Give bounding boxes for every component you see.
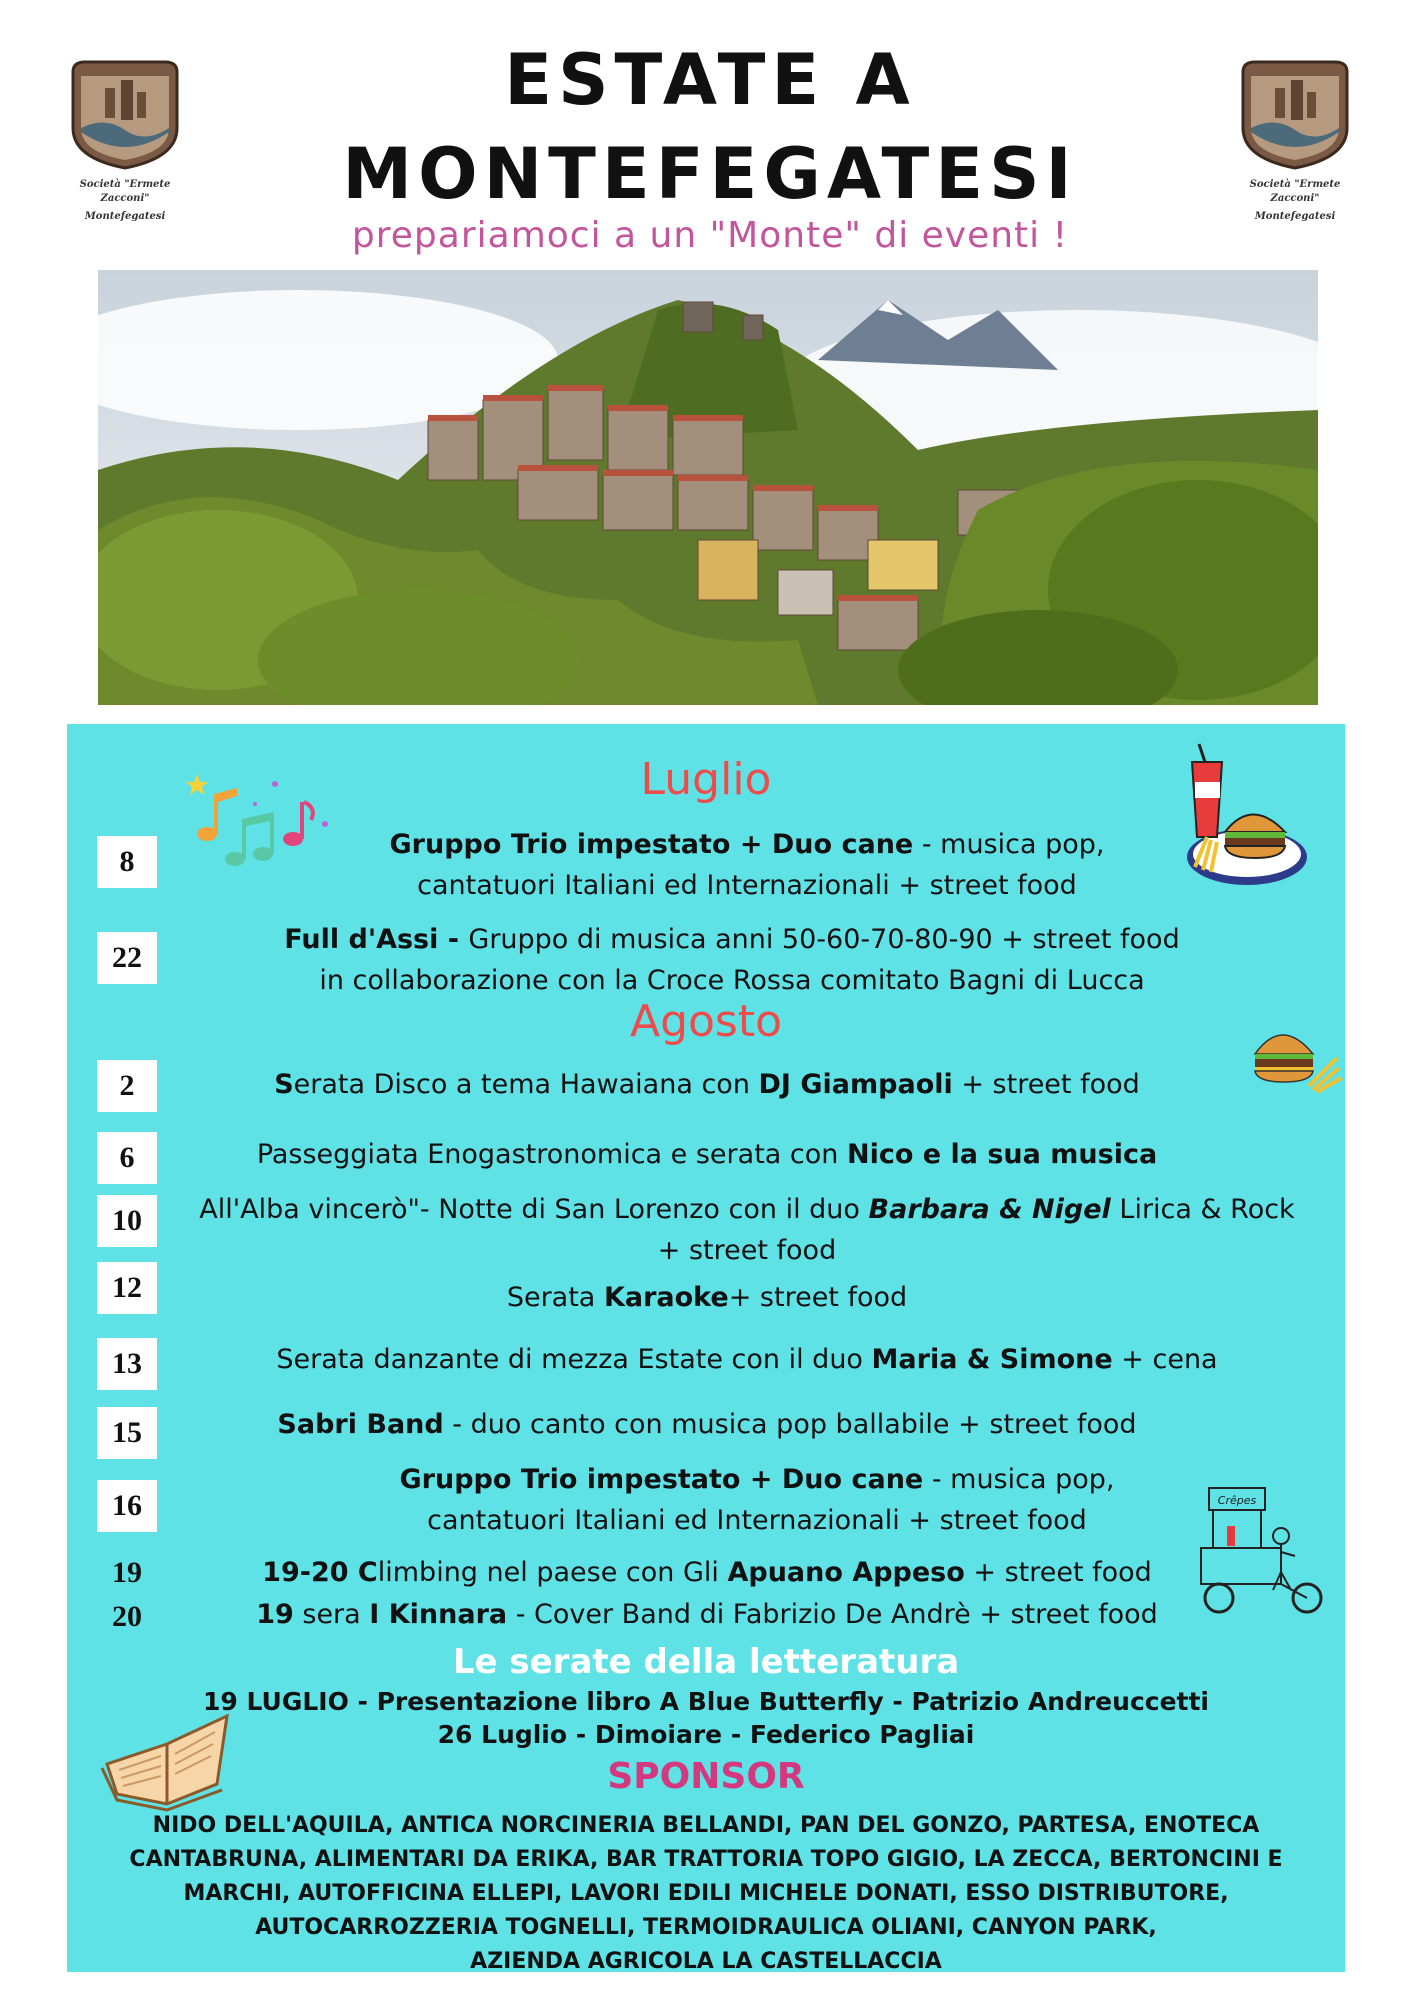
event-agosto-16: Gruppo Trio impestato + Duo cane - musica pop, cantatuori Italiani ed Internazionali + street food <box>399 1464 1115 1536</box>
date-label: 20 <box>112 1600 142 1633</box>
event-agosto-13: Serata danzante di mezza Estate con il duo Maria & Simone + cena <box>276 1344 1218 1375</box>
date-badge: 16 <box>97 1480 157 1532</box>
date-badge: 12 <box>97 1262 157 1314</box>
date-badge: 13 <box>97 1338 157 1390</box>
event-description-line2: in collaborazione con la Croce Rossa comitato Bagni di Lucca <box>319 965 1145 996</box>
sponsor-list <box>87 1809 1325 1979</box>
village-photo <box>98 270 1318 705</box>
sponsor-heading: SPONSOR <box>607 1756 805 1797</box>
event-luglio-22 <box>227 919 1237 1001</box>
date-badge: 6 <box>97 1132 157 1184</box>
event-performers: DJ Giampaoli <box>758 1069 953 1100</box>
event-agosto-6: Passeggiata Enogastronomica e serata con Nico e la sua musica <box>256 1139 1158 1170</box>
event-performers: Sabri Band <box>277 1409 444 1440</box>
crest-icon <box>65 58 185 170</box>
event-performers: Gruppo Trio impestato + Duo cane <box>399 1464 924 1495</box>
literature-event: 26 Luglio - Dimoiare - Federico Pagliai <box>437 1720 975 1749</box>
month-heading-agosto: Agosto <box>629 996 783 1047</box>
date-label: 19 <box>112 1556 142 1589</box>
sponsor-line: AUTOCARROZZERIA TOGNELLI, TERMOIDRAULICA OLIANI, CANYON PARK, <box>255 1915 1157 1940</box>
event-description: - musica pop, <box>913 829 1105 860</box>
events-panel <box>67 724 1345 1972</box>
society-logo-right <box>1225 58 1365 224</box>
crest-icon <box>1235 58 1355 170</box>
sponsor-line: NIDO DELL'AQUILA, ANTICA NORCINERIA BELLANDI, PAN DEL GONZO, PARTESA, ENOTECA <box>152 1813 1260 1838</box>
sponsor-line: MARCHI, AUTOFFICINA ELLEPI, LAVORI EDILI MICHELE DONATI, ESSO DISTRIBUTORE, <box>183 1881 1229 1906</box>
event-performers: Full d'Assi - <box>284 924 469 955</box>
event-performers: Nico e la sua musica <box>846 1139 1158 1170</box>
event-agosto-12: Serata Karaoke+ street food <box>506 1282 908 1313</box>
event-agosto-15: Sabri Band - duo canto con musica pop ballabile + street food <box>277 1409 1137 1440</box>
logo-caption-place: Montefegatesi <box>84 211 166 222</box>
event-agosto-20: 19 sera I Kinnara - Cover Band di Fabrizio De Andrè + street food <box>256 1599 1158 1630</box>
event-agosto-19: 19-20 Climbing nel paese con Gli Apuano Appeso + street food <box>262 1557 1152 1588</box>
logo-caption-place: Montefegatesi <box>1254 211 1336 222</box>
month-heading-luglio: Luglio <box>640 754 772 805</box>
event-description-line2: cantatuori Italiani ed Internazionali + street food <box>417 870 1077 901</box>
date-badge: 8 <box>97 836 157 888</box>
date-badge: 2 <box>97 1060 157 1112</box>
date-badge: 10 <box>97 1195 157 1247</box>
event-agosto-10: All'Alba vincerò"- Notte di San Lorenzo con il duo Barbara & Nigel Lirica & Rock + street food <box>199 1194 1295 1266</box>
event-performers: Karaoke <box>603 1282 729 1313</box>
literature-heading: Le serate della letteratura <box>452 1642 960 1682</box>
sponsor-line: AZIENDA AGRICOLA LA CASTELLACCIA <box>470 1949 942 1974</box>
literature-event: 19 LUGLIO - Presentazione libro A Blue Butterfly - Patrizio Andreuccetti <box>202 1687 1210 1716</box>
event-performers: Gruppo Trio impestato + Duo cane <box>389 829 914 860</box>
page-title-line1: ESTATE A <box>504 39 916 121</box>
event-luglio-8 <box>297 824 1197 906</box>
page-subtitle: prepariamoci a un "Monte" di eventi ! <box>351 215 1069 256</box>
date-badge: 22 <box>97 932 157 984</box>
sponsor-line: CANTABRUNA, ALIMENTARI DA ERIKA, BAR TRATTORIA TOPO GIGIO, LA ZECCA, BERTONCINI E <box>129 1847 1283 1872</box>
event-performers: Barbara & Nigel <box>868 1194 1111 1225</box>
society-logo-left <box>55 58 195 224</box>
event-performers: Maria & Simone <box>871 1344 1113 1375</box>
event-performers: I Kinnara <box>369 1599 508 1630</box>
page-title-line2: MONTEFEGATESI <box>342 133 1078 215</box>
event-performers: Apuano Appeso <box>727 1557 965 1588</box>
date-badge: 15 <box>97 1407 157 1459</box>
event-agosto-2: Serata Disco a tema Hawaiana con DJ Giampaoli + street food <box>274 1069 1140 1100</box>
event-description: Gruppo di musica anni 50-60-70-80-90 + street food <box>468 924 1180 955</box>
logo-caption: Società "Ermete Zacconi" <box>1249 179 1341 204</box>
crepes-sign: Crêpes <box>1217 1494 1257 1507</box>
logo-caption: Società "Ermete Zacconi" <box>79 179 171 204</box>
